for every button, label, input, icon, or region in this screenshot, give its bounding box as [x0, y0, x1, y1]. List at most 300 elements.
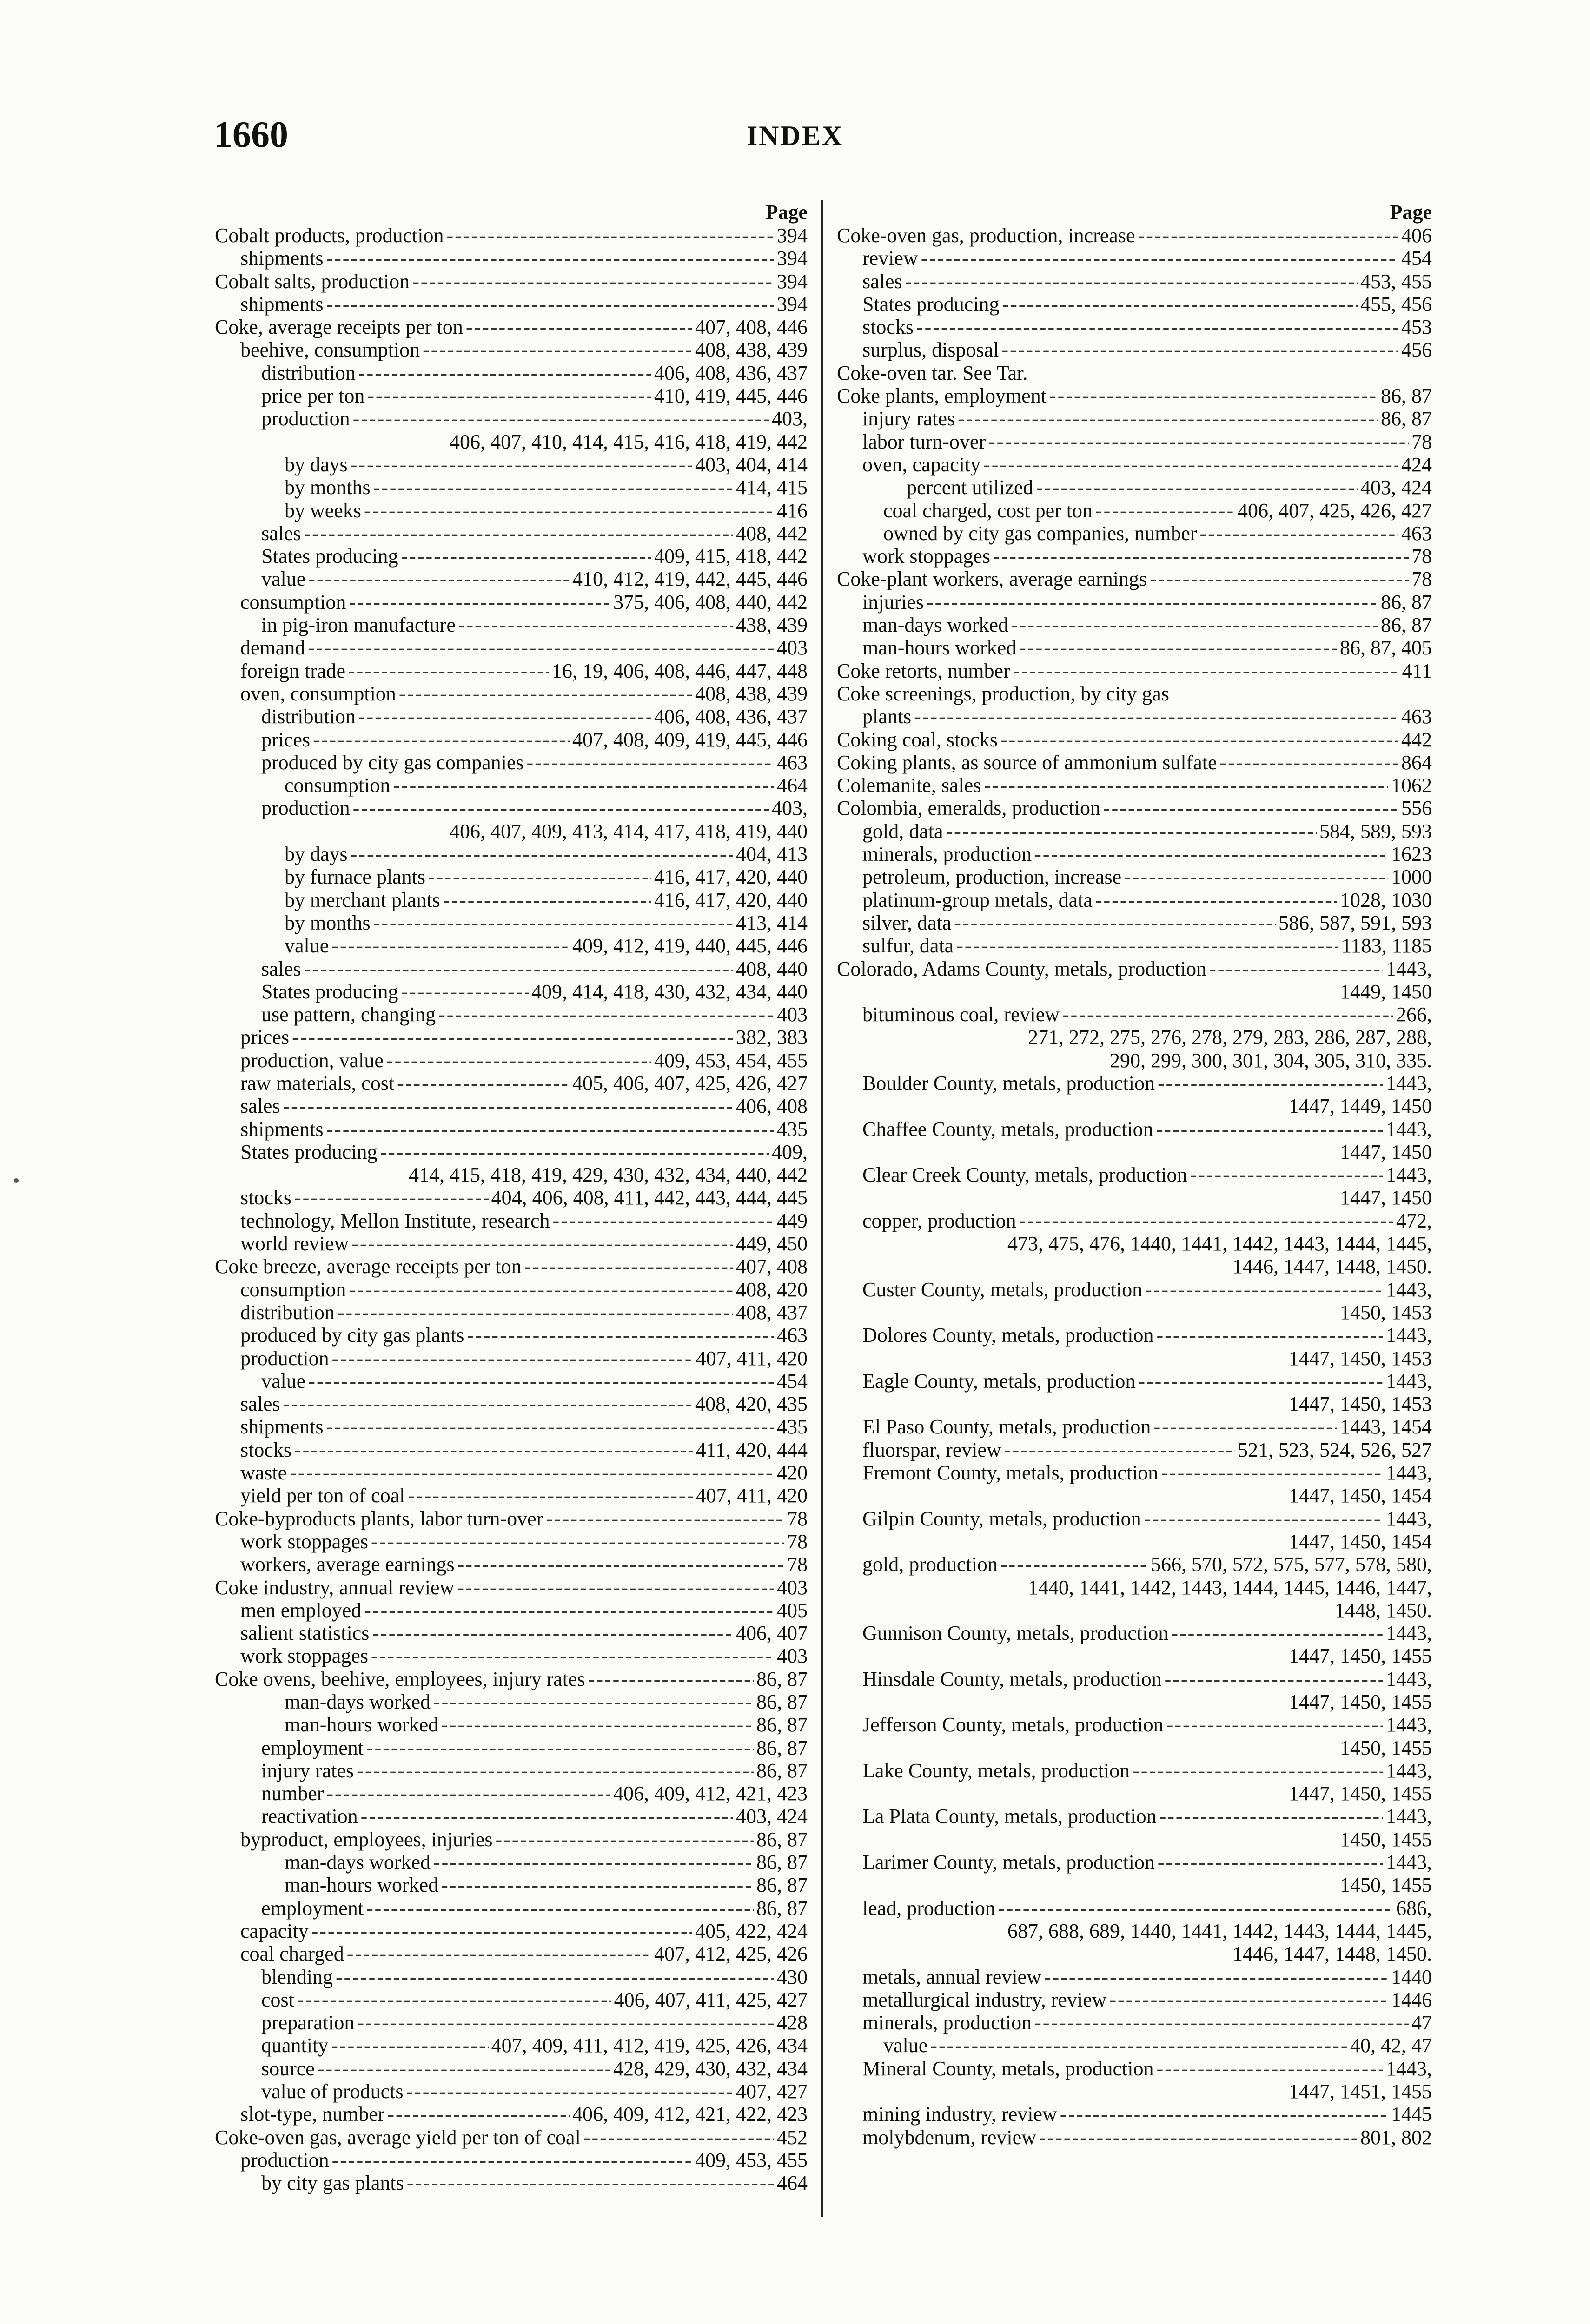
- leader-dots: [332, 2149, 692, 2172]
- entry-pages: 449: [777, 1209, 808, 1232]
- entry-pages: 407, 412, 425, 426: [654, 1942, 808, 1966]
- entry-pages: 408, 420, 435: [695, 1393, 808, 1416]
- entry-term: labor turn-over: [862, 430, 986, 453]
- entry-pages: 375, 406, 408, 440, 442: [613, 590, 808, 614]
- index-entry: [837, 1324, 1432, 1347]
- leader-dots: [332, 1347, 693, 1370]
- entry-term: Coke-plant workers, average earnings: [837, 568, 1147, 591]
- entry-term: man-days worked: [862, 614, 1009, 637]
- index-entry: [215, 270, 808, 293]
- index-entry: [215, 1644, 808, 1667]
- entry-term: Coke screenings, production, by city gas: [837, 682, 1169, 705]
- entry-pages: 408, 438, 439: [695, 338, 808, 362]
- index-entry: [837, 1988, 1432, 2011]
- leader-dots: [458, 614, 733, 636]
- leader-dots: [524, 1255, 733, 1278]
- entry-pages: 407, 427: [736, 2080, 808, 2103]
- leader-dots: [1095, 889, 1337, 911]
- entry-term: sales: [240, 1095, 280, 1118]
- index-entry: [215, 338, 808, 361]
- entry-term: sales: [261, 522, 301, 545]
- leader-dots: [921, 247, 1398, 270]
- leader-dots: [304, 957, 733, 980]
- index-entry: [837, 430, 1432, 453]
- index-entry: [837, 1209, 1432, 1232]
- entry-term: Coke ovens, beehive, employees, injury rates: [215, 1667, 585, 1690]
- index-entry: [215, 1897, 808, 1920]
- entry-pages: 86, 87: [1381, 407, 1432, 430]
- entry-pages: 86, 87: [756, 1828, 808, 1851]
- entry-pages: 404, 413: [736, 843, 808, 866]
- entry-pages: 406, 408: [736, 1095, 808, 1118]
- index-entry: [215, 1095, 808, 1117]
- index-entry-continuation: 1450, 1455: [1340, 1874, 1432, 1897]
- entry-pages: 686,: [1396, 1896, 1432, 1920]
- index-entry: [837, 476, 1432, 499]
- leader-dots: [372, 1622, 733, 1644]
- entry-term: stocks: [862, 316, 914, 339]
- leader-dots: [984, 774, 1388, 797]
- entry-pages: 406, 408, 436, 437: [654, 361, 808, 384]
- entry-term: prices: [261, 728, 311, 751]
- entry-pages: 78: [787, 1553, 808, 1576]
- entry-term: oven, consumption: [240, 682, 396, 705]
- entry-term: number: [261, 1782, 324, 1805]
- index-entry: [837, 751, 1432, 774]
- index-entry: [837, 614, 1432, 636]
- entry-term: by city gas plants: [261, 2172, 404, 2195]
- leader-dots: [1161, 1461, 1383, 1484]
- entry-term: fluorspar, review: [862, 1438, 1001, 1461]
- leader-dots: [401, 545, 651, 568]
- entry-term: production: [240, 2148, 329, 2172]
- leader-dots: [373, 476, 733, 499]
- index-entry: [215, 980, 808, 1003]
- leader-dots: [1200, 522, 1398, 545]
- entry-pages: 521, 523, 524, 526, 527: [1238, 1438, 1432, 1461]
- leader-dots: [294, 1186, 489, 1209]
- leader-dots: [386, 1049, 651, 1072]
- index-entry: [837, 1370, 1432, 1393]
- entry-pages: 78: [1411, 430, 1432, 453]
- index-entry: [215, 1851, 808, 1874]
- index-entry: [837, 797, 1432, 819]
- entry-term: sulfur, data: [862, 934, 954, 957]
- entry-term: stocks: [240, 1438, 292, 1461]
- leader-dots: [326, 1782, 610, 1805]
- leader-dots: [441, 1874, 754, 1896]
- index-entry: [215, 1920, 808, 1942]
- entry-pages: 403,: [772, 407, 808, 430]
- entry-pages: 456: [1401, 338, 1432, 362]
- index-entry: [837, 682, 1432, 705]
- leader-dots: [407, 2172, 774, 2194]
- leader-dots: [308, 1370, 774, 1393]
- index-entry-continuation: 271, 272, 275, 276, 278, 279, 283, 286, 287, 288,: [1028, 1026, 1432, 1049]
- entry-pages: 408, 442: [736, 522, 808, 545]
- leader-dots: [983, 453, 1398, 476]
- entry-term: foreign trade: [240, 659, 345, 682]
- index-entry: [837, 1003, 1432, 1026]
- entry-term: work stoppages: [240, 1530, 368, 1553]
- entry-pages: 86, 87: [1381, 384, 1432, 408]
- index-entry: [215, 705, 808, 728]
- leader-dots: [457, 1576, 774, 1599]
- index-entry-continuation: 290, 299, 300, 301, 304, 305, 310, 335.: [1110, 1049, 1432, 1072]
- leader-dots: [353, 797, 769, 819]
- entry-pages: 435: [777, 1117, 808, 1141]
- entry-term: demand: [240, 636, 305, 660]
- entry-pages: 1443,: [1386, 1805, 1432, 1828]
- entry-pages: 406, 407, 425, 426, 427: [1238, 499, 1432, 522]
- entry-pages: 1443,: [1386, 1324, 1432, 1347]
- entry-term: copper, production: [862, 1209, 1016, 1232]
- entry-pages: 86, 87: [756, 1896, 808, 1920]
- entry-pages: 1443, 1454: [1340, 1415, 1432, 1439]
- leader-dots: [1002, 293, 1358, 316]
- index-entry: [215, 407, 808, 430]
- entry-term: Boulder County, metals, production: [862, 1071, 1155, 1095]
- entry-term: man-hours worked: [862, 636, 1017, 660]
- index-entry: [215, 2057, 808, 2080]
- index-entry: [837, 2034, 1432, 2057]
- entry-pages: 86, 87: [1381, 614, 1432, 637]
- leader-dots: [1158, 1851, 1383, 1874]
- index-entry: [837, 293, 1432, 316]
- entry-term: produced by city gas plants: [240, 1324, 464, 1347]
- entry-term: Hinsdale County, metals, production: [862, 1667, 1162, 1690]
- entry-pages: 404, 406, 408, 411, 442, 443, 444, 445: [491, 1186, 808, 1209]
- leader-dots: [1103, 797, 1398, 819]
- entry-term: prices: [240, 1026, 290, 1049]
- entry-pages: 403: [777, 1576, 808, 1599]
- leader-dots: [1124, 865, 1388, 888]
- entry-term: by furnace plants: [285, 865, 425, 889]
- index-entry: [215, 1507, 808, 1530]
- index-column-right: [837, 201, 1432, 2149]
- index-entry: [215, 2034, 808, 2057]
- entry-pages: 406: [1401, 224, 1432, 247]
- index-entry-continuation: 1446, 1447, 1448, 1450.: [1232, 1255, 1432, 1278]
- entry-term: by months: [285, 911, 371, 934]
- entry-term: work stoppages: [862, 545, 990, 568]
- leader-dots: [351, 453, 692, 476]
- entry-pages: 394: [777, 224, 808, 247]
- entry-term: Eagle County, metals, production: [862, 1369, 1136, 1393]
- leader-dots: [349, 1278, 733, 1301]
- leader-dots: [467, 1324, 774, 1347]
- entry-pages: 403: [777, 636, 808, 660]
- entry-pages: 407, 411, 420: [696, 1347, 808, 1370]
- entry-term: States producing: [862, 292, 1000, 316]
- entry-pages: 442: [1401, 728, 1432, 751]
- leader-dots: [326, 1118, 774, 1141]
- entry-term: Gunnison County, metals, production: [862, 1622, 1169, 1645]
- entry-term: beehive, consumption: [240, 338, 420, 362]
- index-entry-continuation: 1450, 1455: [1340, 1828, 1432, 1851]
- entry-term: review: [862, 247, 918, 270]
- entry-term: slot-type, number: [240, 2103, 385, 2126]
- index-entry-continuation: 1450, 1455: [1340, 1736, 1432, 1759]
- index-entry-continuation: 406, 407, 409, 413, 414, 417, 418, 419, 440: [450, 819, 808, 843]
- leader-dots: [1109, 1988, 1388, 2011]
- entry-term: blending: [261, 1965, 333, 1988]
- entry-pages: 438, 439: [736, 614, 808, 637]
- index-entry: [837, 1966, 1432, 1988]
- index-entry-continuation: 1446, 1447, 1448, 1450.: [1232, 1942, 1432, 1966]
- entry-pages: 86, 87: [756, 1736, 808, 1759]
- index-entry: [215, 797, 808, 819]
- entry-term: value: [261, 568, 306, 591]
- entry-term: man-hours worked: [285, 1874, 439, 1897]
- entry-term: production, value: [240, 1049, 384, 1072]
- entry-pages: 408, 438, 439: [695, 682, 808, 705]
- leader-dots: [283, 1393, 692, 1415]
- index-entry: [837, 362, 1432, 384]
- entry-term: plants: [862, 705, 912, 728]
- entry-term: quantity: [261, 2034, 329, 2057]
- leader-dots: [1209, 957, 1383, 980]
- index-entry-continuation: 1447, 1450, 1453: [1289, 1393, 1432, 1416]
- index-entry: [215, 1988, 808, 2011]
- leader-dots: [1060, 2103, 1388, 2126]
- entry-term: Dolores County, metals, production: [862, 1324, 1154, 1347]
- leader-dots: [399, 682, 692, 705]
- leader-dots: [290, 1461, 774, 1484]
- entry-term: sales: [862, 270, 902, 293]
- entry-term: Coke-oven gas, average yield per ton of coal: [215, 2126, 581, 2149]
- leader-dots: [914, 705, 1398, 728]
- index-entry: [837, 1851, 1432, 1874]
- entry-pages: 1443,: [1386, 1278, 1432, 1301]
- index-entry: [215, 1690, 808, 1713]
- entry-pages: 409, 415, 418, 442: [654, 545, 808, 568]
- index-entry: [837, 247, 1432, 270]
- entry-term: States producing: [261, 980, 398, 1003]
- entry-term: surplus, disposal: [862, 338, 999, 362]
- entry-term: Clear Creek County, metals, production: [862, 1163, 1187, 1187]
- leader-dots: [412, 270, 774, 293]
- entry-term: value: [261, 1369, 306, 1393]
- index-entry: [837, 1439, 1432, 1461]
- index-entry: [837, 1072, 1432, 1095]
- index-entry: [215, 568, 808, 590]
- index-entry: [215, 614, 808, 636]
- leader-dots: [1166, 1713, 1383, 1736]
- leader-dots: [297, 1988, 611, 2011]
- index-entry: [837, 1461, 1432, 1484]
- entry-pages: 406, 407: [736, 1622, 808, 1645]
- entry-term: Chaffee County, metals, production: [862, 1117, 1153, 1141]
- leader-dots: [311, 1920, 692, 1942]
- index-entry: [215, 1232, 808, 1255]
- index-entry: [215, 224, 808, 247]
- entries-left: [215, 224, 808, 2195]
- entry-pages: 1445: [1391, 2103, 1432, 2126]
- index-entry: [837, 636, 1432, 659]
- index-entry: [215, 1668, 808, 1690]
- entry-term: La Plata County, metals, production: [862, 1805, 1157, 1828]
- leader-dots: [438, 1003, 774, 1026]
- entry-pages: 394: [777, 247, 808, 270]
- index-entry: [215, 1805, 808, 1828]
- leader-dots: [387, 2103, 570, 2126]
- entry-term: States producing: [261, 545, 398, 568]
- entry-pages: 409, 414, 418, 430, 432, 434, 440: [531, 980, 808, 1003]
- index-entry: [215, 1347, 808, 1370]
- entry-pages: 430: [777, 1965, 808, 1988]
- leader-dots: [1165, 1668, 1383, 1690]
- leader-dots: [1044, 1966, 1388, 1988]
- entry-pages: 1443,: [1386, 1163, 1432, 1187]
- entry-term: employment: [261, 1736, 364, 1759]
- index-entry: [215, 1003, 808, 1026]
- entry-pages: 1443,: [1386, 1117, 1432, 1141]
- index-entry: [215, 1301, 808, 1324]
- entry-pages: 406, 407, 411, 425, 427: [614, 1988, 808, 2011]
- leader-dots: [366, 1736, 754, 1759]
- entry-term: production: [261, 797, 350, 820]
- entry-term: byproduct, employees, injuries: [240, 1828, 493, 1851]
- entry-pages: 409, 453, 455: [695, 2148, 808, 2172]
- index-entry-continuation: 1447, 1449, 1450: [1289, 1095, 1432, 1118]
- entry-term: by days: [285, 453, 348, 476]
- leader-dots: [326, 293, 774, 316]
- leader-dots: [1145, 1278, 1383, 1301]
- index-entry: [215, 1324, 808, 1347]
- entry-pages: 405, 422, 424: [695, 1919, 808, 1942]
- entry-term: Fremont County, metals, production: [862, 1461, 1159, 1485]
- index-entry: [837, 522, 1432, 545]
- entry-term: distribution: [240, 1301, 335, 1324]
- index-entry-continuation: 1447, 1450, 1453: [1289, 1347, 1432, 1370]
- index-entry-continuation: 1447, 1450, 1455: [1289, 1782, 1432, 1805]
- entry-term: Coke industry, annual review: [215, 1576, 455, 1599]
- entry-pages: 1443,: [1386, 1369, 1432, 1393]
- entry-pages: 406, 409, 412, 421, 422, 423: [572, 2103, 808, 2126]
- index-entry: [215, 774, 808, 797]
- entry-term: by months: [285, 476, 371, 499]
- entry-pages: 413, 414: [736, 911, 808, 934]
- entry-term: value: [285, 934, 329, 957]
- index-entry: [837, 865, 1432, 888]
- entry-pages: 409, 453, 454, 455: [654, 1049, 808, 1072]
- entry-pages: 586, 587, 591, 593: [1279, 911, 1432, 934]
- entry-term: Cobalt products, production: [215, 224, 444, 247]
- entry-pages: 78: [787, 1507, 808, 1530]
- index-entry: [215, 1141, 808, 1163]
- entry-pages: 407, 411, 420: [696, 1484, 808, 1507]
- leader-dots: [1004, 1439, 1235, 1461]
- index-entry: [837, 1805, 1432, 1828]
- index-entry: [837, 1163, 1432, 1186]
- leader-dots: [1001, 338, 1398, 361]
- entry-pages: 409, 412, 419, 440, 445, 446: [572, 934, 808, 957]
- entry-term: Coking plants, as source of ammonium sulfate: [837, 751, 1217, 774]
- leader-dots: [433, 1690, 754, 1713]
- entry-pages: 801, 802: [1360, 2126, 1432, 2149]
- index-entry: [215, 1484, 808, 1507]
- entry-pages: 454: [1401, 247, 1432, 270]
- entry-pages: 428, 429, 430, 432, 434: [613, 2057, 808, 2080]
- leader-dots: [353, 407, 769, 430]
- leader-dots: [1049, 384, 1378, 407]
- index-entry-continuation: 406, 407, 410, 414, 415, 416, 418, 419, 442: [450, 430, 808, 453]
- entry-term: silver, data: [862, 911, 952, 934]
- entry-pages: 86, 87, 405: [1340, 636, 1432, 660]
- index-entry: [837, 316, 1432, 338]
- leader-dots: [1220, 751, 1398, 774]
- leader-dots: [331, 934, 570, 957]
- entry-pages: 472,: [1396, 1209, 1432, 1232]
- leader-dots: [1133, 1759, 1383, 1782]
- entry-term: platinum-group metals, data: [862, 888, 1093, 911]
- index-entry: [837, 2126, 1432, 2149]
- entry-term: Coke breeze, average receipts per ton: [215, 1255, 522, 1278]
- entry-term: Coke-oven tar. See Tar.: [837, 361, 1028, 384]
- leader-dots: [946, 820, 1317, 843]
- index-entry: [215, 1439, 808, 1461]
- index-entry: [837, 934, 1432, 957]
- entry-pages: 403,: [772, 797, 808, 820]
- index-entry: [215, 453, 808, 476]
- entry-pages: 411, 420, 444: [696, 1438, 808, 1461]
- index-entry-continuation: 687, 688, 689, 1440, 1441, 1442, 1443, 1444, 1445,: [1007, 1919, 1432, 1942]
- leader-dots: [1034, 843, 1388, 865]
- entry-pages: 403, 424: [736, 1805, 808, 1828]
- leader-dots: [351, 1232, 733, 1255]
- leader-dots: [1157, 1324, 1383, 1347]
- margin-speck: [14, 1178, 19, 1183]
- entry-term: Custer County, metals, production: [862, 1278, 1143, 1301]
- leader-dots: [1144, 1507, 1383, 1530]
- entry-pages: 408, 440: [736, 957, 808, 980]
- leader-dots: [393, 774, 774, 797]
- entry-term: shipments: [240, 1117, 324, 1141]
- index-column-left: [215, 201, 808, 2195]
- entry-pages: 1443,: [1386, 2057, 1432, 2080]
- leader-dots: [583, 2126, 774, 2149]
- index-entry: [215, 1026, 808, 1049]
- entry-term: by days: [285, 843, 348, 866]
- index-entry: [215, 660, 808, 682]
- entry-term: produced by city gas companies: [261, 751, 524, 774]
- leader-dots: [326, 247, 774, 270]
- leader-dots: [283, 1095, 733, 1117]
- entry-pages: 403, 424: [1360, 476, 1432, 499]
- index-entry: [215, 1461, 808, 1484]
- index-entry: [837, 2103, 1432, 2126]
- index-entry: [215, 1072, 808, 1095]
- entry-term: percent utilized: [907, 476, 1034, 499]
- entry-pages: 1443,: [1386, 1667, 1432, 1690]
- entry-pages: 584, 589, 593: [1319, 819, 1432, 843]
- leader-dots: [358, 705, 651, 728]
- index-entry: [837, 1507, 1432, 1530]
- index-entry: [215, 1942, 808, 1965]
- index-entry: [837, 843, 1432, 865]
- entry-pages: 454: [777, 1369, 808, 1393]
- index-entry-continuation: 1449, 1450: [1340, 980, 1432, 1003]
- entry-pages: 463: [777, 1324, 808, 1347]
- leader-dots: [380, 1141, 769, 1163]
- entry-term: source: [261, 2057, 315, 2080]
- index-entry: [837, 1713, 1432, 1736]
- entry-pages: 40, 42, 47: [1350, 2034, 1432, 2057]
- entry-term: cost: [261, 1988, 294, 2011]
- leader-dots: [1171, 1622, 1383, 1644]
- leader-dots: [927, 591, 1378, 614]
